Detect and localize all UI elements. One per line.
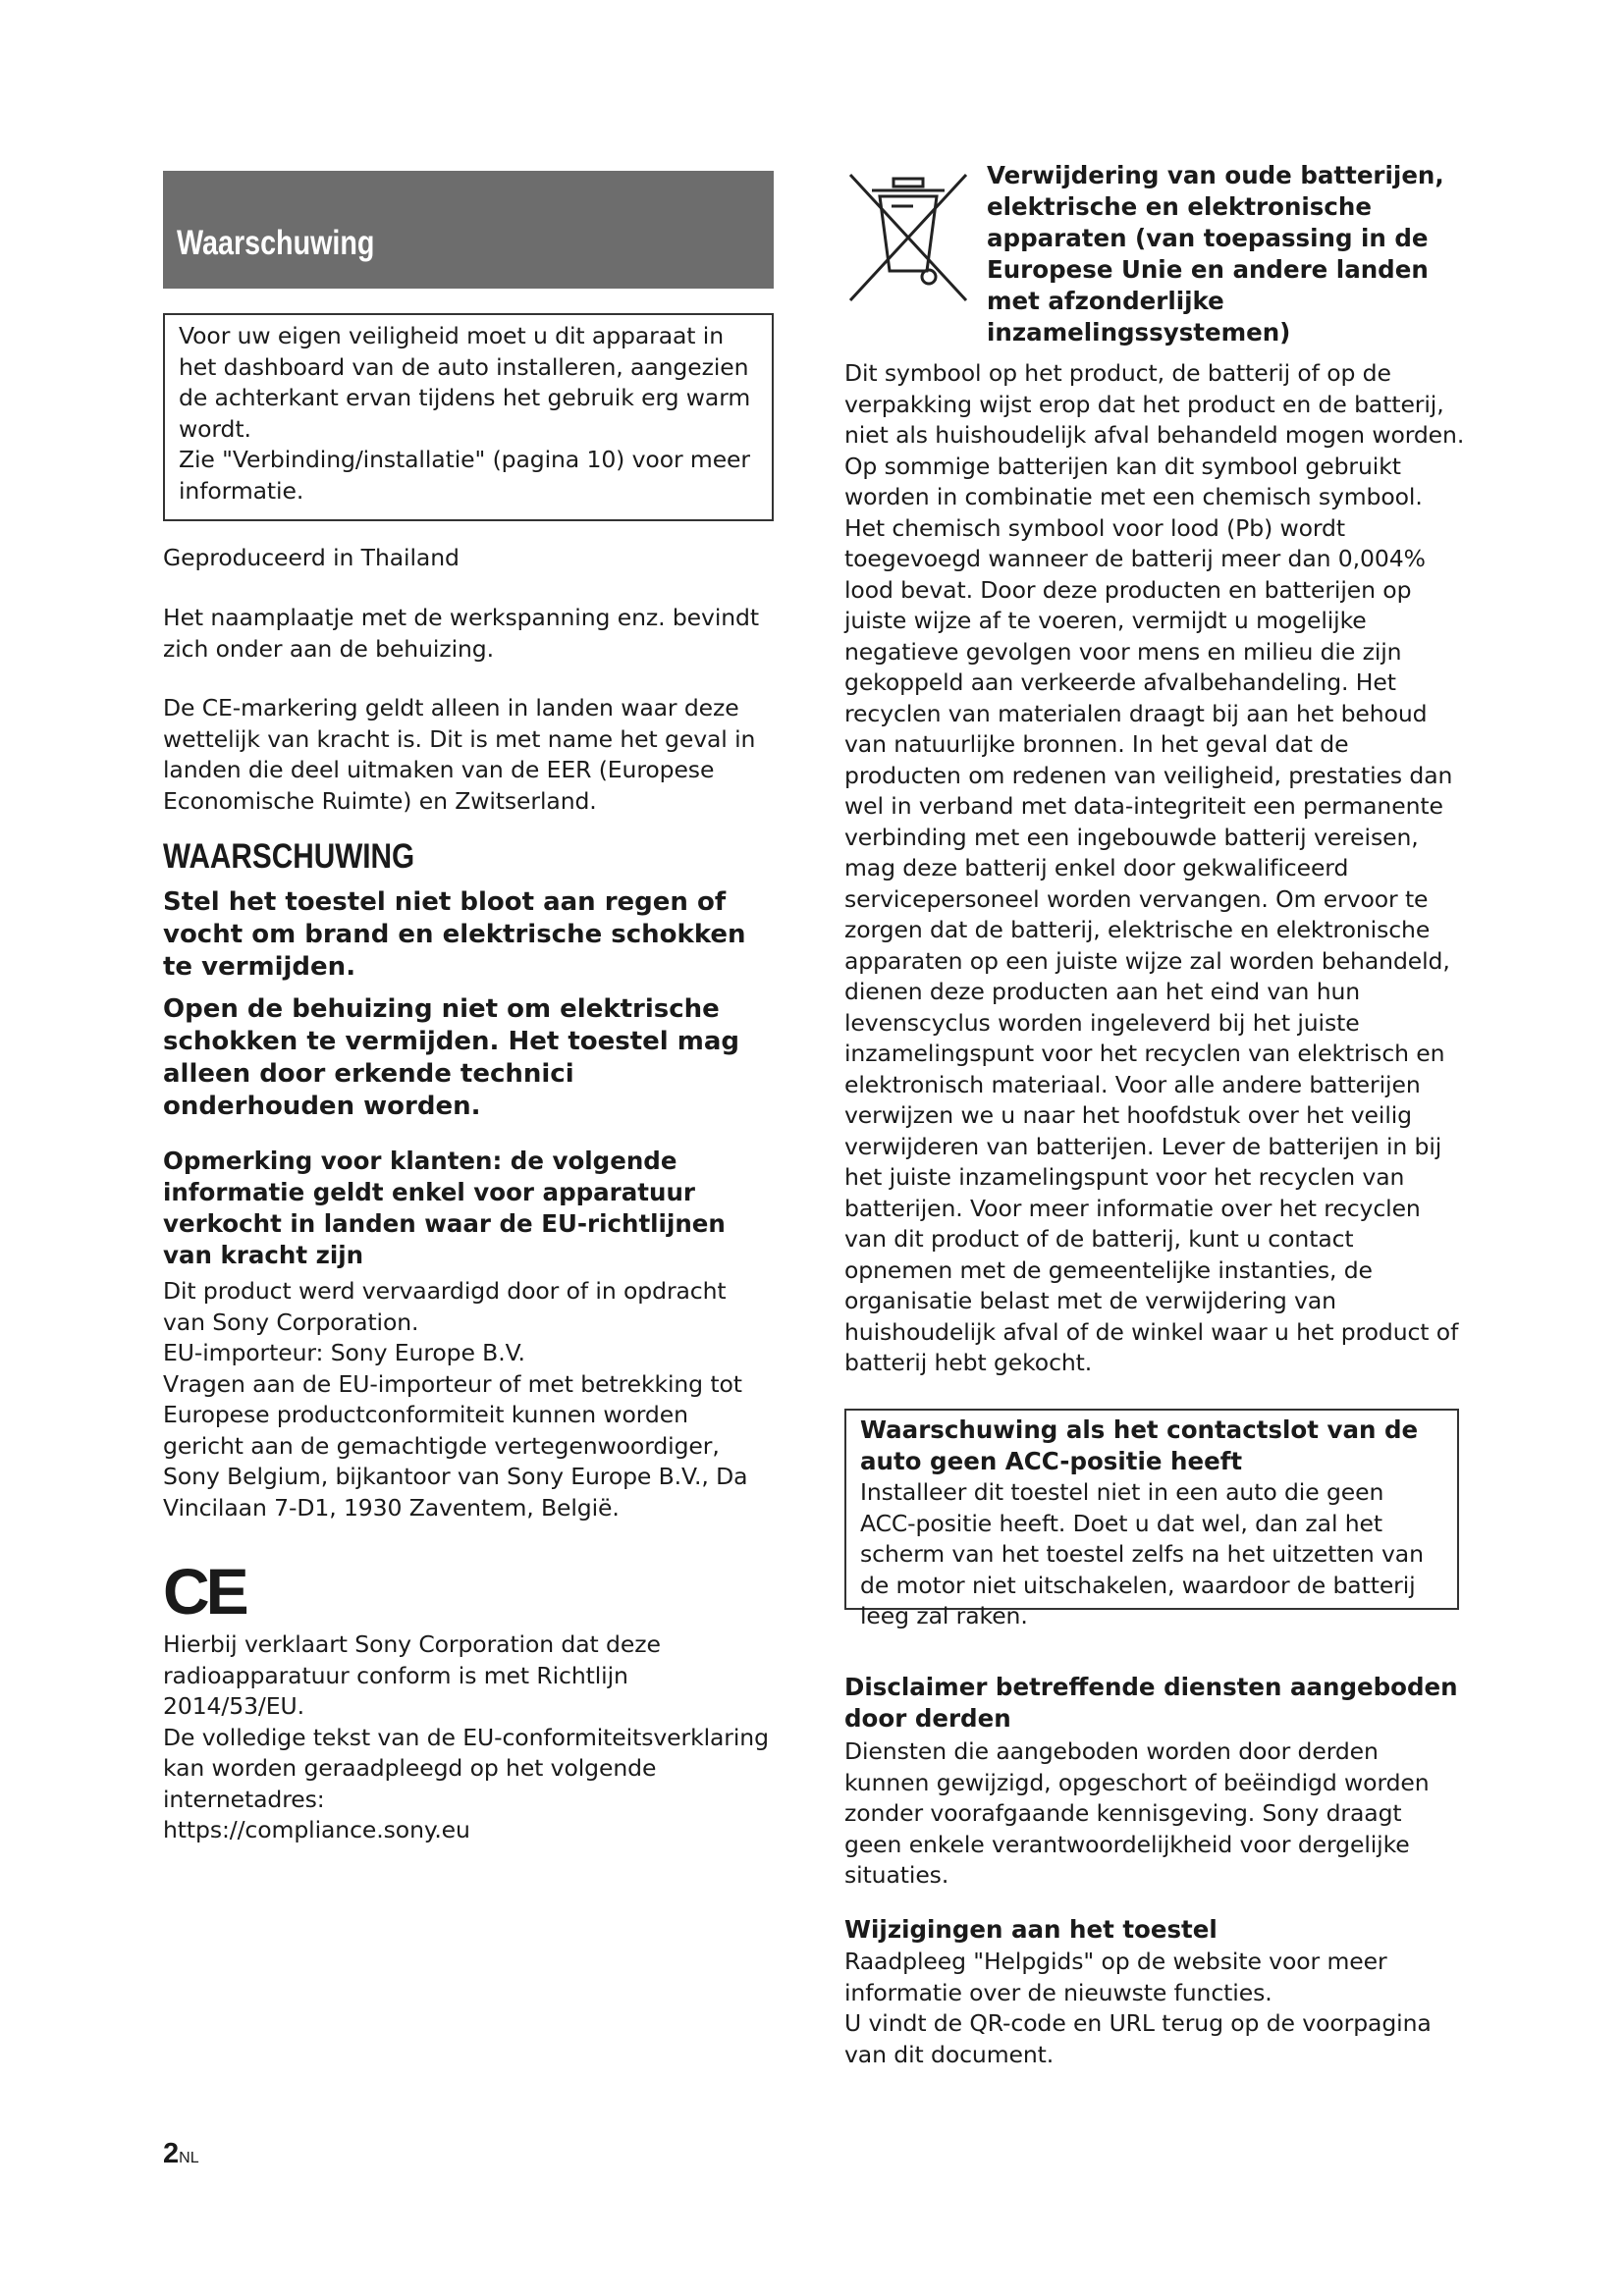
acc-warning-box: [844, 1409, 1459, 1629]
section-title: Waarschuwing: [177, 224, 375, 262]
eu-notice-importer: EU-importeur: Sony Europe B.V.: [163, 1339, 525, 1366]
ce-note-text: De CE-markering geldt alleen in landen waar deze wettelijk van kracht is. Dit is met name het geval in landen die deel uitmaken van de EER (Europese Economische Ruimte) en Zwitserland.: [163, 694, 756, 815]
safety-notice-box: [163, 313, 774, 521]
nameplate-text: Het naamplaatje met de werkspanning enz. bevindt zich onder aan de behuizing.: [163, 604, 759, 663]
crossed-out-bin-icon: [844, 171, 972, 304]
disposal-heading: Verwijdering van oude batterijen, elektrische en elektronische apparaten (van toepassing in de Europese Unie en andere landen met afzonderlijke inzamelingssystemen): [987, 161, 1444, 347]
page-number: [163, 2138, 199, 2170]
declaration-full-text: De volledige tekst van de EU-conformiteitsverklaring kan worden geraadpleegd op het volgende internetadres:: [163, 1723, 769, 1813]
eu-notice-contact: Vragen aan de EU-importeur of met betrekking tot Europese productconformiteit kunnen worden gericht aan de gemachtigde vertegenwoordiger, Sony Belgium, bijkantoor van Sony Europe B.V., Da Vincilaan 7-D1, 1930 Zaventem, België.: [163, 1369, 748, 1522]
safety-notice-text: Voor uw eigen veiligheid moet u dit apparaat in het dashboard van de auto installeren, aangezien de achterkant ervan tijdens het gebruik erg warm wordt.: [179, 322, 751, 443]
eu-notice-heading: Opmerking voor klanten: de volgende informatie geldt enkel voor apparatuur verkocht in landen waar de EU-richtlijnen van kracht zijn: [163, 1147, 726, 1269]
disclaimer-body: Diensten die aangeboden worden door derden kunnen gewijzigd, opgeschort of beëindigd worden zonder voorafgaande kennisgeving. Sony draagt geen enkele verantwoordelijkheid voor dergelijke situaties.: [844, 1737, 1430, 1889]
made-in-text: Geproduceerd in Thailand: [163, 544, 460, 571]
changes-qr-text: U vindt de QR-code en URL terug op de voorpagina van dit document.: [844, 2009, 1432, 2068]
changes-helpguide-text: Raadpleeg "Helpgids" op de website voor meer informatie over de nieuwste functies.: [844, 1948, 1387, 2006]
disposal-body: Dit symbool op het product, de batterij of op de verpakking wijst erop dat het product en de batterij, niet als huishoudelijk afval behandeld mogen worden. Op sommige batterijen kan dit symbool gebruikt worden in combinatie met een chemisch symbool. Het chemisch symbool voor lood (Pb) wordt toegevoegd wanneer de batterij meer dan 0,004% lood bevat. Door deze producten en batterijen op juiste wijze af te voeren, vermijdt u mogelijke negatieve gevolgen voor mens en milieu die zijn gekoppeld aan verkeerde afvalbehandeling. Het recyclen van materialen draagt bij aan het behoud van natuurlijke bronnen. In het geval dat de producten om redenen van veiligheid, prestaties dan wel in verband met data-integriteit een permanente verbinding met een ingebouwde batterij vereisen, mag deze batterij enkel door gekwalificeerd servicepersoneel worden vervangen. Om ervoor te zorgen dat de batterij, elektrische en elektronische apparaten op een juiste wijze zal worden behandeld, dienen deze producten aan het eind van hun levenscyclus worden ingeleverd bij het juiste inzamelingspunt voor het recyclen van elektrisch en elektronisch materiaal. Voor alle andere batterijen verwijzen we u naar het hoofdstuk over het veilig verwijderen van batterijen. Lever de batterijen in bij het juiste inzamelingspunt voor het recyclen van batterijen. Voor meer informatie over het recyclen van dit product of de batterij, kunt u contact opnemen met de gemeentelijke instanties, de organisatie belast met de verwijdering van huishoudelijk afval of de winkel waar u het product of batterij hebt gekocht.: [844, 359, 1465, 1376]
ce-mark-logo: CE: [163, 1555, 245, 1628]
warning-heading: WAARSCHUWING: [163, 837, 415, 876]
eu-notice-body: [163, 1276, 774, 1523]
conformity-declaration: [163, 1629, 774, 1846]
changes-body: [844, 1947, 1465, 2070]
safety-notice-reference: Zie "Verbinding/installatie" (pagina 10) voor meer informatie.: [179, 446, 750, 505]
warning-housing: Open de behuizing niet om elektrische schokken te vermijden. Het toestel mag alleen door erkende technici onderhouden worden.: [163, 994, 740, 1121]
language-code: NL: [179, 2150, 199, 2166]
page-number-value: 2: [163, 2138, 180, 2169]
warning-rain: Stel het toestel niet bloot aan regen of vocht om brand en elektrische schokken te vermijden.: [163, 887, 746, 982]
declaration-text: Hierbij verklaart Sony Corporation dat deze radioapparatuur conform is met Richtlijn 2014/53/EU.: [163, 1630, 661, 1720]
declaration-url[interactable]: https://compliance.sony.eu: [163, 1816, 470, 1843]
acc-warning-body: Installeer dit toestel niet in een auto die geen ACC-positie heeft. Doet u dat wel, dan zal het scherm van het toestel zelfs na het uitzetten van de motor niet uitschakelen, waardoor de batterij leeg zal raken.: [860, 1478, 1424, 1629]
acc-warning-heading: Waarschuwing als het contactslot van de auto geen ACC-positie heeft: [860, 1415, 1419, 1475]
section-header-bar: [163, 171, 774, 289]
disclaimer-heading: Disclaimer betreffende diensten aangeboden door derden: [844, 1673, 1458, 1733]
changes-heading: Wijzigingen aan het toestel: [844, 1915, 1218, 1944]
eu-notice-manufacturer: Dit product werd vervaardigd door of in opdracht van Sony Corporation.: [163, 1277, 727, 1336]
